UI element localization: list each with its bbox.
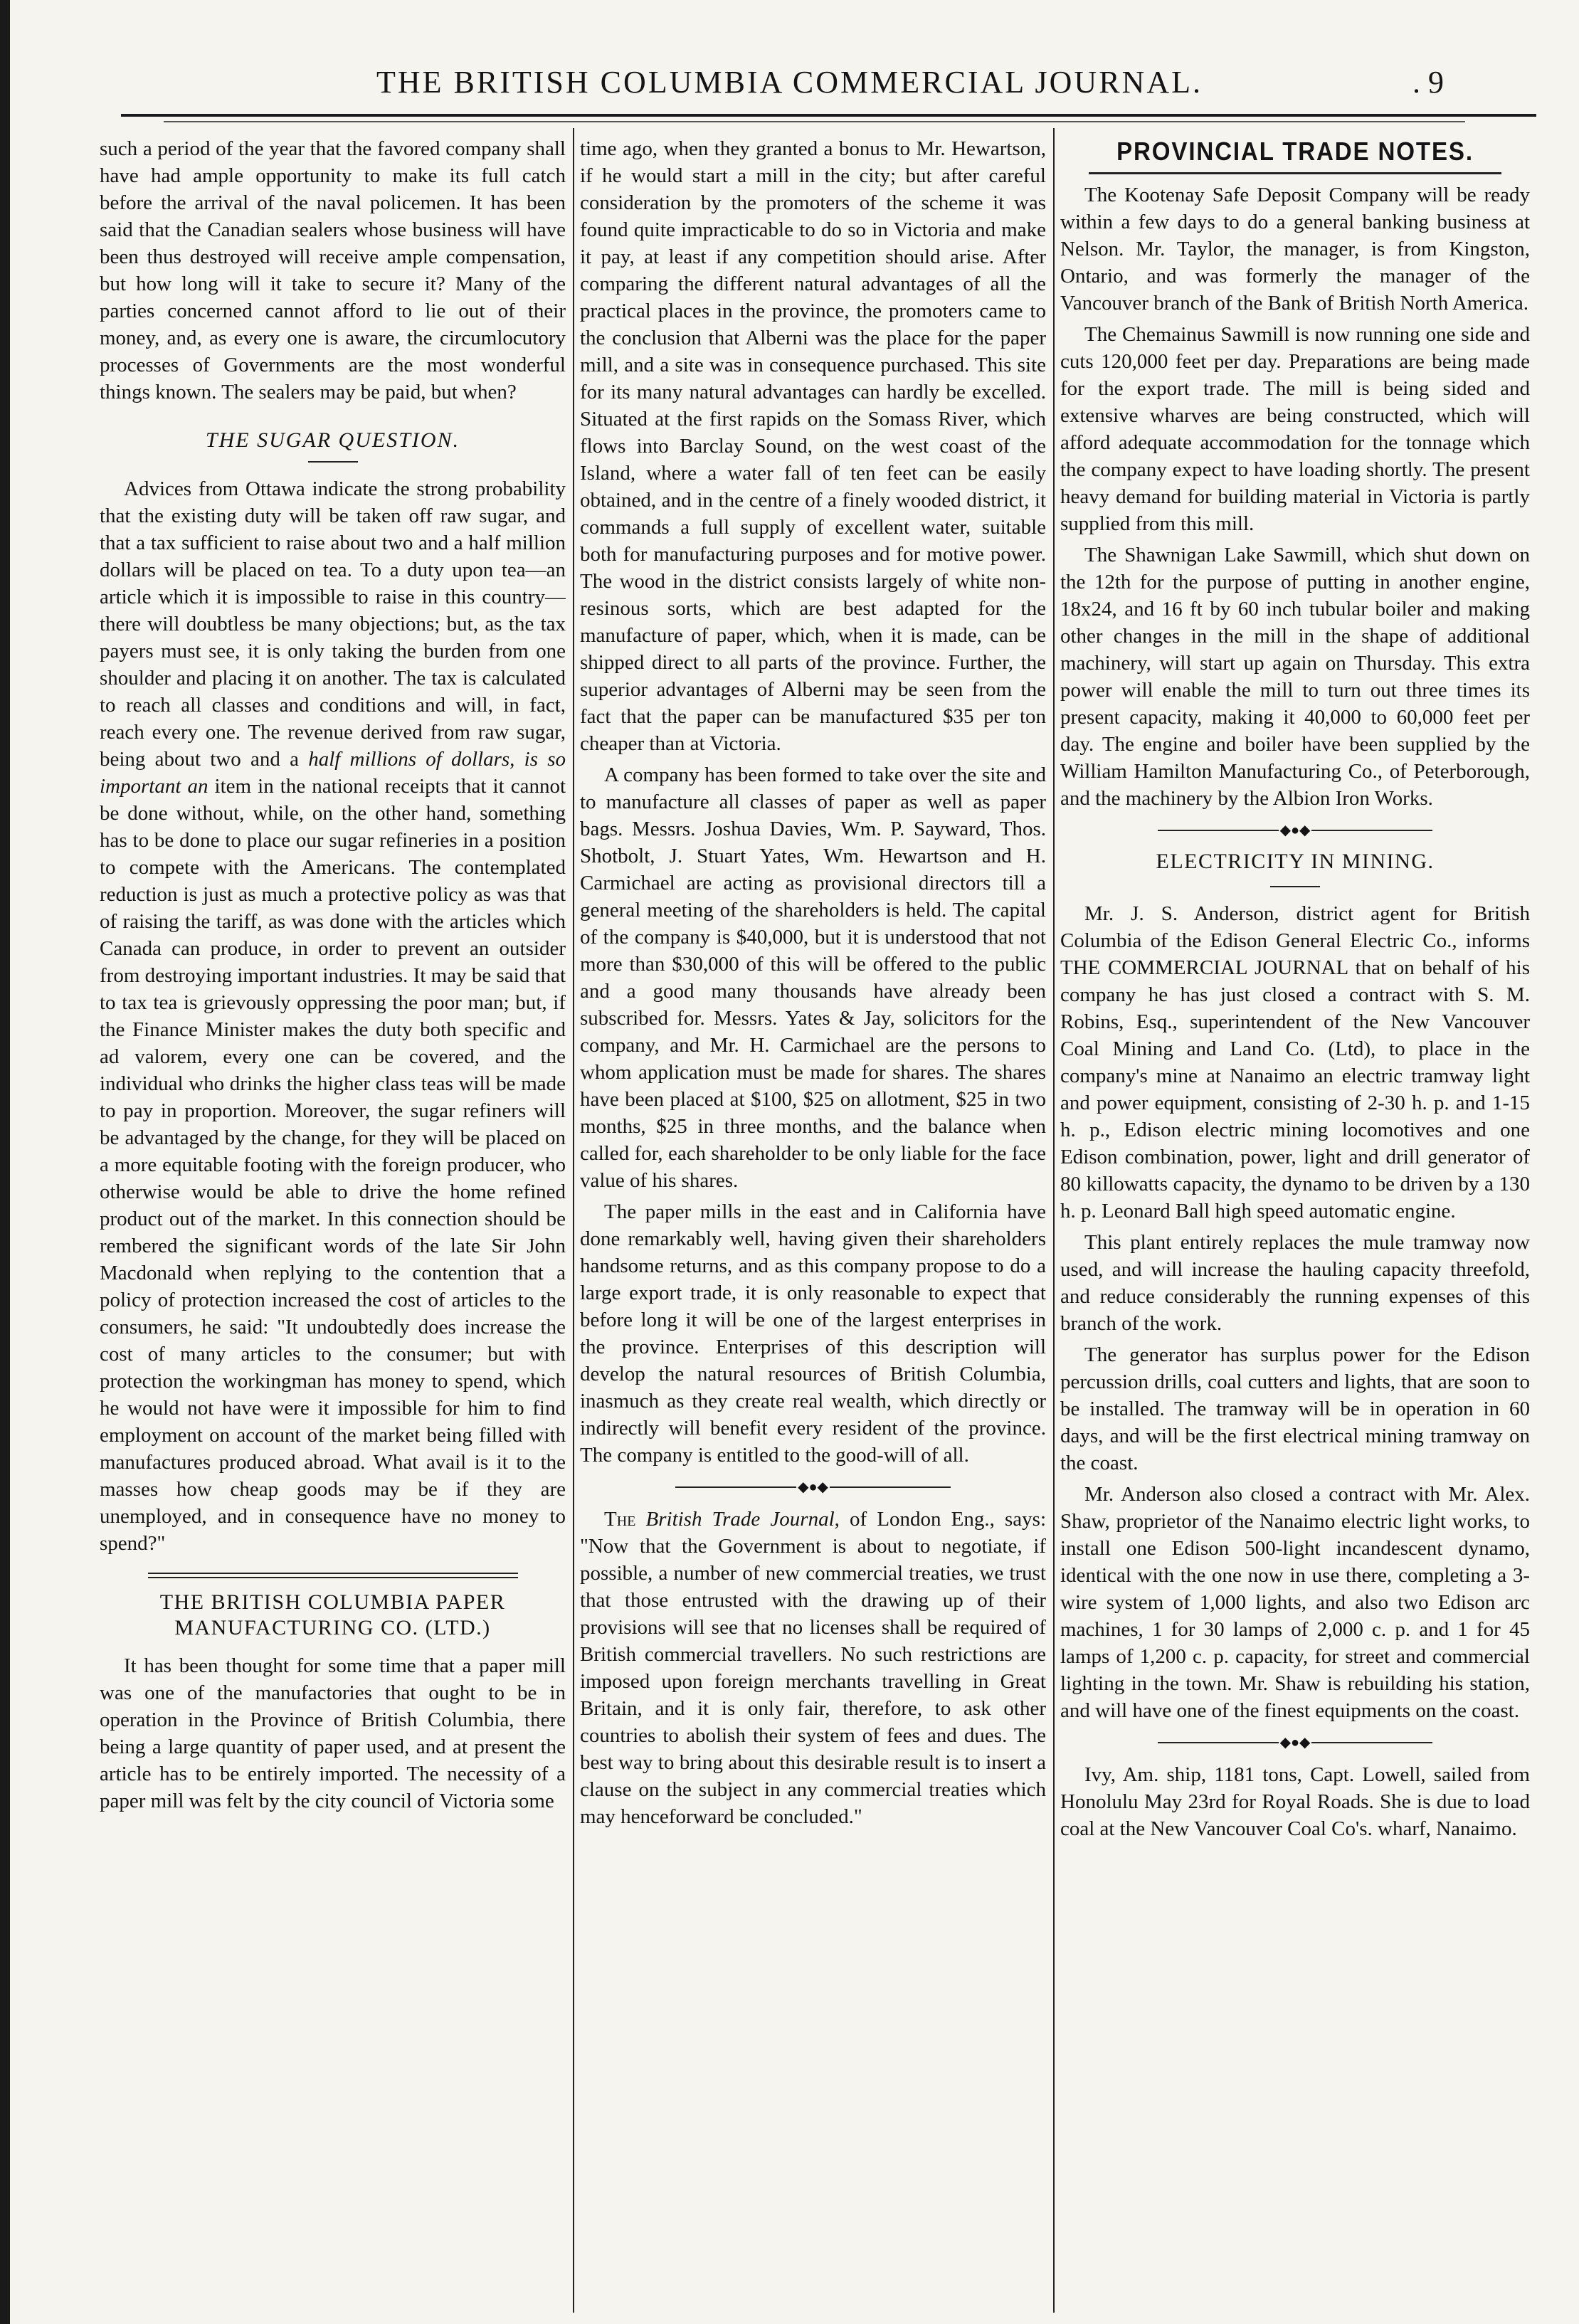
double-rule — [148, 1573, 518, 1578]
column-2 — [580, 135, 1046, 2305]
page-number: . 9 — [1412, 65, 1444, 100]
ornament-line — [830, 1486, 951, 1488]
column-1 — [100, 135, 566, 2305]
shaw-contract-paragraph: Mr. Anderson also closed a contract with Mr. Alex. Shaw, proprietor of the Nanaimo electric light works, to install one Edison 500-light incandescent dynamo, identical with the one now in use there, completing a 3-wire system of 1,000 lights, and also two Edison arc machines, 1 for 30 lamps of 2,000 c. p. and 1 for 45 lamps of 1,200 c. p. capacity, for street and commercial lighting in the town. Mr. Shaw is rebuilding his station, and will have one of the finest equipments on the coast. — [1060, 1483, 1530, 1722]
company-formed-paragraph: A company has been formed to take over the site and to manufacture all classes of paper as well as paper bags. Messrs. Joshua Davies, Wm. P. Sayward, Thos. Shotbolt, J. Stuart Yates, Wm. Hewartson and H. Carmichael are acting as provisional directors till a general meeting of the shareholders is held. The capital of the company is $40,000, but it is understood that not more than $30,000 of this will be offered to the public and a good many thousands have already been subscribed for. Messrs. Yates & Jay, solicitors for the company, and Mr. H. Carmichael are the persons to whom application must be made for shares. The shares have been placed at $100, $25 on allotment, $25 in two months, $25 in three months, and the balance when called for, each shareholder to be only liable for the face value of his shares. — [580, 764, 1046, 1192]
chemainus-paragraph: The Chemainus Sawmill is now running one side and cuts 120,000 feet per day. Preparations are being made for the export trade. The mill is being sided and extensive wharves are being constructed, which will afford adequate accommodation for the tonnage which the company expect to have loading shortly. The present heavy demand for building material in Victoria is partly supplied from this mill. — [1060, 323, 1530, 535]
trade-journal-title: British Trade Journal, — [645, 1508, 840, 1531]
column-divider — [573, 128, 574, 2313]
paper-mills-east-paragraph: The paper mills in the east and in California have done remarkably well, having given their shareholders handsome returns, and as this company propose to do a large export trade, it is only reasonable to expect that before long it will be one of the largest enterprises in the province. Enterprises of this description will develop the natural resources of British Columbia, inasmuch as they create real wealth, which directly or indirectly will benefit every resident of the province. The company is entitled to the good-will of all. — [580, 1200, 1046, 1467]
paper-company-heading — [100, 1590, 566, 1641]
ivy-ship-paragraph: Ivy, Am. ship, 1181 tons, Capt. Lowell, sailed from Honolulu May 23rd for Royal Roads. She is due to load coal at the New Vancouver Coal Co's. wharf, Nanaimo. — [1060, 1763, 1530, 1840]
diamond-icon: ◆●◆ — [1279, 1735, 1311, 1750]
ornament-line — [1158, 1742, 1279, 1743]
ornament-line — [675, 1486, 796, 1488]
sugar-paragraph — [100, 475, 566, 1557]
column-divider — [1053, 128, 1055, 2313]
header-rule — [121, 114, 1536, 117]
electricity-heading: ELECTRICITY IN MINING. — [1156, 850, 1435, 873]
sugar-italic-text: half millions of dollars, is so important an — [100, 748, 566, 798]
journal-title: THE BRITISH COLUMBIA COMMERCIAL JOURNAL. — [376, 64, 1203, 100]
short-rule — [1270, 886, 1320, 887]
paper-heading-line-2: MANUFACTURING CO. (LTD.) — [174, 1616, 491, 1639]
header-rule-thin — [164, 121, 1465, 122]
section-ornament — [1060, 1736, 1530, 1750]
diamond-icon: ◆●◆ — [1279, 823, 1311, 838]
plant-paragraph: This plant entirely replaces the mule tramway now used, and will increase the hauling capacity threefold, and reduce considerably the running expenses of this branch of the work. — [1060, 1231, 1530, 1335]
page-number-value: 9 — [1428, 65, 1444, 100]
diamond-icon: ◆●◆ — [798, 1479, 828, 1495]
sugar-text-rest: item in the national receipts that it cannot be done without, while, on the other hand, something has to be done to place our sugar refineries in a position to compete with the Americans. The contemplated reduction is just as much a protective policy as was that of raising the tariff, as was done with the articles which Canada can produce, in order to prevent an outsider from destroying important industries. It may be said that to tax tea is grievously oppressing the poor man; but, if the Finance Minister makes the duty both specific and ad valorem, every one can be covered, and the individual who drinks the higher class teas will be made to pay in proportion. Moreover, the sugar refiners will be advantaged by the change, for they will be placed on a more equitable footing with the foreign producer, who otherwise would be able to drive the home refined product out of the market. In this connection should be rembered the significant words of the late Sir John Macdonald when replying to the contention that a policy of protection increased the cost of articles to the consumers, he said: "It undoubtedly does increase the cost of many articles to the consumer; but with protection the workingman has money to spend, which he would not have were it impossible for him to find employment on account of the market being filled with manufactures produced abroad. What avail is it to the masses how cheap goods may be if they are unemployed, and in consequence have no money to spend?" — [100, 775, 566, 1555]
section-ornament — [1060, 823, 1530, 838]
shawnigan-paragraph: The Shawnigan Lake Sawmill, which shut down on the 12th for the purpose of putting in another engine, 18x24, and 16 ft by 60 inch tubular boiler and making other changes in the mill in the shape of additional machinery, will start up again on Thursday. This extra power will enable the mill to turn out three times its present capacity, making it 40,000 to 60,000 feet per day. The engine and boiler have been supplied by the William Hamilton Manufacturing Co., of Peterborough, and the machinery by the Albion Iron Works. — [1060, 544, 1530, 810]
generator-paragraph: The generator has surplus power for the Edison percussion drills, coal cutters and lights, that are soon to be installed. The tramway will be in operation in 60 days, and will be the first electrical mining tramway on the coast. — [1060, 1343, 1530, 1474]
sugar-question-heading: THE SUGAR QUESTION. — [205, 428, 460, 452]
provincial-trade-notes-heading: PROVINCIAL TRADE NOTES. — [1116, 137, 1474, 166]
trade-journal-paragraph — [580, 1506, 1046, 1830]
kootenay-paragraph: The Kootenay Safe Deposit Company will be ready within a few days to do a general banking business at Nelson. Mr. Taylor, the manager, is from Kingston, Ontario, and was formerly the manager of the Vancouver branch of the Bank of British North America. — [1060, 184, 1530, 315]
ornament-line — [1311, 830, 1432, 831]
section-ornament — [580, 1480, 1046, 1494]
heading-rule — [1089, 172, 1501, 174]
anderson-paragraph: Mr. J. S. Anderson, district agent for British Columbia of the Edison General Electric Co., informs THE COMMERCIAL JOURNAL that on behalf of his company he has just closed a contract with S. M. Robins, Esq., superintendent of the New Vancouver Coal Mining and Land Co. (Ltd), to place in the company's mine at Nanaimo an electric tramway light and power equipment, consisting of 2-30 h. p. and 1-15 h. p., Edison electric mining locomotives and one Edison combination, power, light and drill generator of 80 killowatts capacity, the dynamo to be driven by a 130 h. p. Leonard Ball high speed automatic engine. — [1060, 902, 1530, 1222]
paper-heading-line-1: THE BRITISH COLUMBIA PAPER — [159, 1590, 506, 1614]
trade-journal-lead: The — [604, 1508, 636, 1531]
masthead — [28, 51, 1551, 112]
page-edge — [0, 0, 10, 2324]
sugar-text: Advices from Ottawa indicate the strong probability that the existing duty will be taken off raw sugar, and that a tax sufficient to raise about two and a half million dollars will be placed on tea. To a duty upon tea—an article which it is impossible to raise in this country—there will doubtless be many objections; but, as the tax payers must see, it is only taking the burden from one shoulder and placing it on another. The tax is calculated to reach all classes and conditions and will, in fact, reach every one. The revenue derived from raw sugar, being about two and a — [100, 477, 566, 771]
ornament-line — [1311, 1742, 1432, 1743]
trade-journal-text: of London Eng., says: "Now that the Government is about to negotiate, if possible, a number of new commercial treaties, we trust that those entrusted with the drawing up of their provisions will see that no licenses shall be required of British commercial travellers. No such restrictions are imposed upon foreign merchants travelling in Great Britain, and it is only fair, therefore, to ask other countries to abolish their system of fees and dues. The best way to bring about this desirable result is to insert a clause on the subject in any commercial treaties which may henceforward be concluded." — [580, 1508, 1046, 1828]
column-3 — [1060, 135, 1530, 2305]
short-rule — [308, 461, 358, 463]
paper-mill-paragraph: time ago, when they granted a bonus to Mr. Hewartson, if he would start a mill in the city; but after careful consideration by the promoters of the scheme it was found quite impracticable to do so in Victoria and make it pay, at least if any competition should arise. After comparing the different natural advantages of all the practical places in the province, the promoters came to the conclusion that Alberni was the place for the paper mill, and a site was in consequence purchased. This site for its many natural advantages can hardly be excelled. Situated at the first rapids on the Somass River, which flows into Barclay Sound, on the west coast of the Island, where a water fall of ten feet can be easily obtained, and in the centre of a finely wooded district, it commands a full supply of excellent water, suitable both for manufacturing purposes and for motive power. The wood in the district consists largely of white non-resinous sorts, which are best adapted for the manufacture of paper, which, when it is made, can be shipped direct to all parts of the province. Further, the superior advantages of Alberni may be seen from the fact that the paper can be manufactured $35 per ton cheaper than at Victoria. — [580, 137, 1046, 755]
ornament-line — [1158, 830, 1279, 831]
paper-paragraph: It has been thought for some time that a paper mill was one of the manufactories that ought to be in operation in the Province of British Columbia, there being a large quantity of paper used, and at present the article has to be entirely imported. The necessity of a paper mill was felt by the city council of Victoria some — [100, 1654, 566, 1812]
sealers-paragraph: such a period of the year that the favored company shall have had ample opportunity to make its full catch before the arrival of the naval policemen. It has been said that the Canadian sealers whose business will have been thus destroyed will receive ample compensation, but how long will it take to secure it? Many of the parties concerned cannot afford to lie out of their money, and, as every one is aware, the circumlocutory processes of Governments are the most wonderful things known. The sealers may be paid, but when? — [100, 137, 566, 403]
